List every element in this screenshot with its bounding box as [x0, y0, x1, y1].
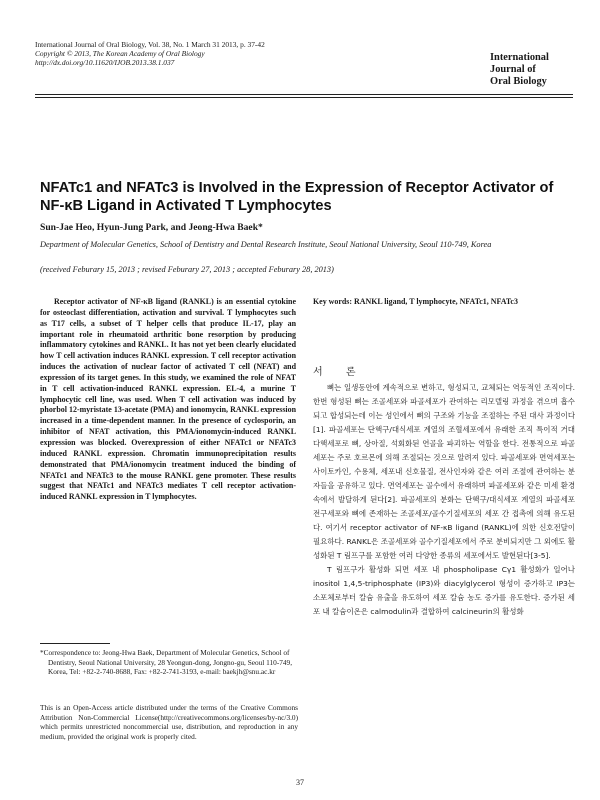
doi-link[interactable]: http://dx.doi.org/10.11620/IJOB.2013.38.1.037: [35, 58, 175, 68]
correspondence-text: *Correspondence to: Jeong-Hwa Baek, Department of Molecular Genetics, School of Dentistry, Seoul National University, 28 Yeongun-dong, Jongno-gu, Seoul 110-749, Korea, Tel: +82-2-740-8688, Fax: +82-2-741-3193, e-mail: baekjh@snu.ac.kr: [40, 648, 293, 677]
journal-citation: International Journal of Oral Biology, Vol. 38, No. 1 March 31 2013, p. 37-42: [35, 40, 265, 49]
journal-header: [35, 40, 335, 68]
abstract: [40, 297, 296, 503]
title-line-2: NF-κB Ligand in Activated T Lymphocytes: [40, 198, 332, 214]
section-heading-introduction: 서 론: [313, 367, 366, 378]
open-access-text: This is an Open-Access article distributed under the terms of the Creative Commons Attribution Non-Commercial License(http://creativecommons.org/licenses/by-nc/3.0) which permits unrestricted noncommercial use, distribution, and reproduction in any medium, provided the original work is properly cited.: [40, 703, 298, 741]
paper-title: [40, 179, 570, 215]
brand-line-2: Journal of: [490, 64, 536, 75]
title-line-1: NFATc1 and NFATc3 is Involved in the Expression of Receptor Activator of: [40, 180, 554, 196]
author-list: Sun-Jae Heo, Hyun-Jung Park, and Jeong-Hwa Baek*: [40, 222, 263, 233]
header-rule: [35, 94, 573, 95]
page-number: 37: [296, 778, 304, 787]
affiliation: Department of Molecular Genetics, School of Dentistry and Dental Research Institute, Seoul National University, Seoul 110-749, Korea: [40, 240, 492, 249]
intro-paragraph-1: 뼈는 일생동안에 계속적으로 변하고, 형성되고, 교체되는 역동적인 조직이다. 한번 형성된 뼈는 조골세포와 파골세포가 관여하는 리모델링 과정을 겪으며 흡수되고 합성되는데 이는 성인에서 뼈의 구조와 기능을 조절하는 주된 대사 과정이다[1]. 파골세포는 단핵구/대식세포 계열의 조혈세포에서 유래한 조직 특이적 거대 다핵세포로 뼈, 상아질, 석회화된 연골을 파괴하는 역할을 한다. 전통적으로 파골세포는 주로 호르몬에 의해 조절되는 것으로 알려져 있다. 파골세포와 면역세포는 사이토카인, 수용체, 세포내 신호물질, 전사인자와 같은 여러 조절에 관여하는 분자들을 공유하고 있다. 면역세포는 골수에서 유래하며 파골세포와 같은 미세 환경 속에서 발달하게 된다[2]. 파골세포의 분화는 단핵구/대식세포 계열의 파골세포 전구세포와 뼈에 존재하는 조골세포/골수기질세포의 세포 간 접촉에 의해 유도된다. 여기서 receptor activator of NF-κB ligand (RANKL)에 의한 신호전달이 필요하다. RANKL은 조골세포와 골수기질세포에서 주로 분비되지만 그 외에도 활성화된 T 림프구를 포함한 여러 다양한 종류의 세포에서도 발현된다[3-5].: [313, 383, 575, 560]
header-rule-thin: [35, 97, 573, 98]
submission-dates: (received Feburary 15, 2013 ; revised Feburary 27, 2013 ; accepted Feburary 28, 2013): [40, 265, 334, 274]
intro-paragraph-2: T 림프구가 활성화 되면 세포 내 phospholipase Cγ1 활성화가 일어나 inositol 1,4,5-triphosphate (IP3)와 diacylglycerol 형성이 증가하고 IP3는 소포체로부터 칼슘 유출을 유도하여 세포 칼슘 농도 증가를 유도한다. 증가된 세포 내 칼슘이온은 calmodulin과 결합하여 calcineurin의 활성화: [313, 565, 575, 616]
introduction-body: [313, 381, 575, 619]
keywords: Key words: RANKL ligand, T lymphocyte, NFATc1, NFATc3: [313, 297, 518, 306]
journal-brand: [490, 52, 570, 88]
footnote-separator: [40, 643, 110, 644]
brand-line-3: Oral Biology: [490, 76, 547, 87]
copyright-line: Copyright © 2013, The Korean Academy of Oral Biology: [35, 49, 205, 59]
abstract-text: Receptor activator of NF-κB ligand (RANKL) is an essential cytokine for osteoclast differentiation, activation and survival. T lymphocytes such as T17 cells, a subset of T helper cells that produce IL-17, play an important role in rheumatoid arthritic bone resorption by producing inflammatory cytokines and RANKL. It has not yet been clearly elucidated how T cell activation induces RANKL expression. T cell receptor activation induces the activation of nuclear factor of activated T cell (NFAT) and expression of its target genes. In this study, we examined the role of NFAT in T cell activation-induced RANKL expression. EL-4, a murine T lymphocytic cell line, was used. When T cell activation was induced by phorbol 12-myristate 13-acetate (PMA) and ionomycin, RANKL expression increased in a time-dependent manner. In the presence of cyclosporin, an inhibitor of NFAT activation, this PMA/ionomycin-induced RANKL expression was blocked. Overexpression of either NFATc1 or NFATc3 induced RANKL expression. Chromatin immunoprecipitation results demonstrated that PMA/ionomycin treatment induced the binding of NFATc1 and NFATc3 to the mouse RANKL gene promoter. These results suggest that NFATc1 and NFATc3 mediates T cell receptor activation-induced RANKL expression in T lymphocytes.: [40, 297, 296, 502]
open-access-notice: [40, 703, 298, 741]
correspondence-footnote: [40, 648, 298, 677]
brand-line-1: International: [490, 52, 549, 63]
